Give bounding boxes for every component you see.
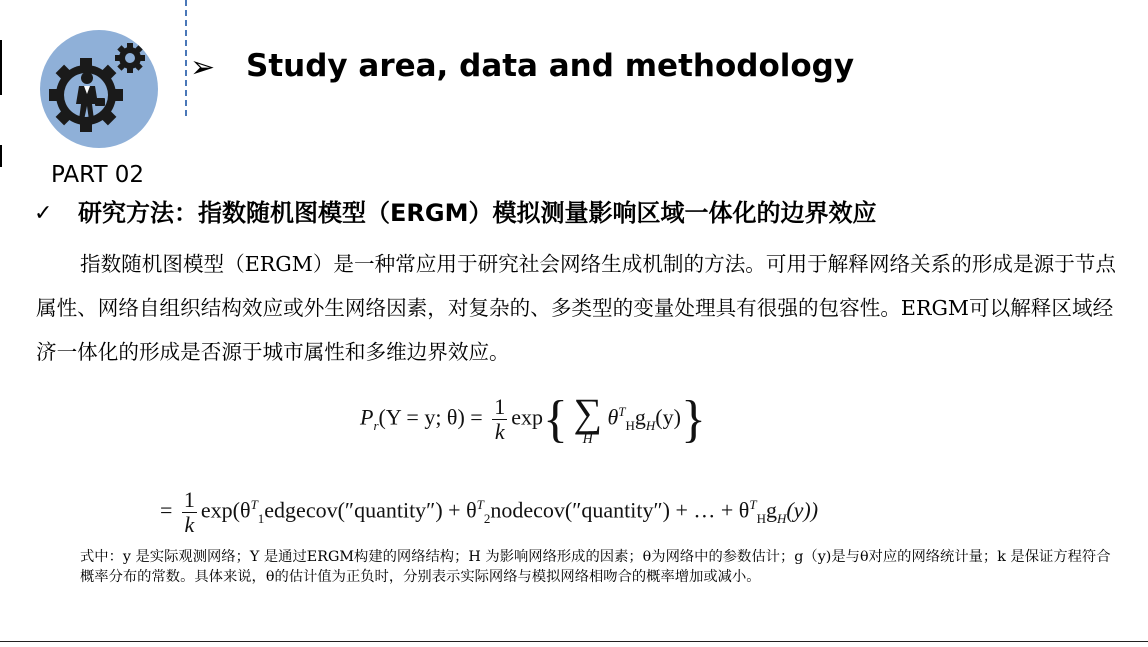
section-heading: 研究方法：指数随机图模型（ERGM）模拟测量影响区域一体化的边界效应 xyxy=(78,199,877,227)
equation-caption: 式中：y 是实际观测网络；Y 是通过ERGM构建的网络结构；H 为影响网络形成的因素；θ为网络中的参数估计；g（y)是与θ对应的网络统计量；k 是保证方程符合概率分布的常数。具体来说，θ的估计值为正负时，分别表示实际网络与模拟网络相吻合的概率增加或减小。 xyxy=(80,549,1111,585)
title-arrow-icon: ➢ xyxy=(190,50,216,85)
check-icon: ✓ xyxy=(34,201,53,226)
body-paragraph: 指数随机图模型（ERGM）是一种常应用于研究社会网络生成机制的方法。可用于解释网络关系的形成是源于节点属性、网络自组织结构效应或外生网络因素，对复杂的、多类型的变量处理具有很强的包容性。ERGM可以解释区域经济一体化的形成是否源于城市属性和多维边界效应。 xyxy=(36,252,1116,364)
title-divider-line xyxy=(185,0,187,116)
part-label: PART 02 xyxy=(51,162,145,188)
bottom-border xyxy=(0,641,1148,642)
equation-line-2: = $\frac{1}{k}$ $\exp(\theta^T_1edgecov(''quantity'')$ + $\theta^T_2nodecov(''quantity'')$ + … + $\theta^T_Hg_H(y)$) xyxy=(160,487,819,537)
left-edge-mark xyxy=(0,145,2,167)
equation-line-1: $P_r(Y = y$; θ) = $\frac{1}{k}$ exp{ ∑ H $\theta^T_Hg_H(y)$} xyxy=(360,389,706,448)
page-title: Study area, data and methodology xyxy=(246,48,855,84)
left-edge-mark xyxy=(0,40,2,95)
gear-businessman-icon xyxy=(40,28,162,150)
